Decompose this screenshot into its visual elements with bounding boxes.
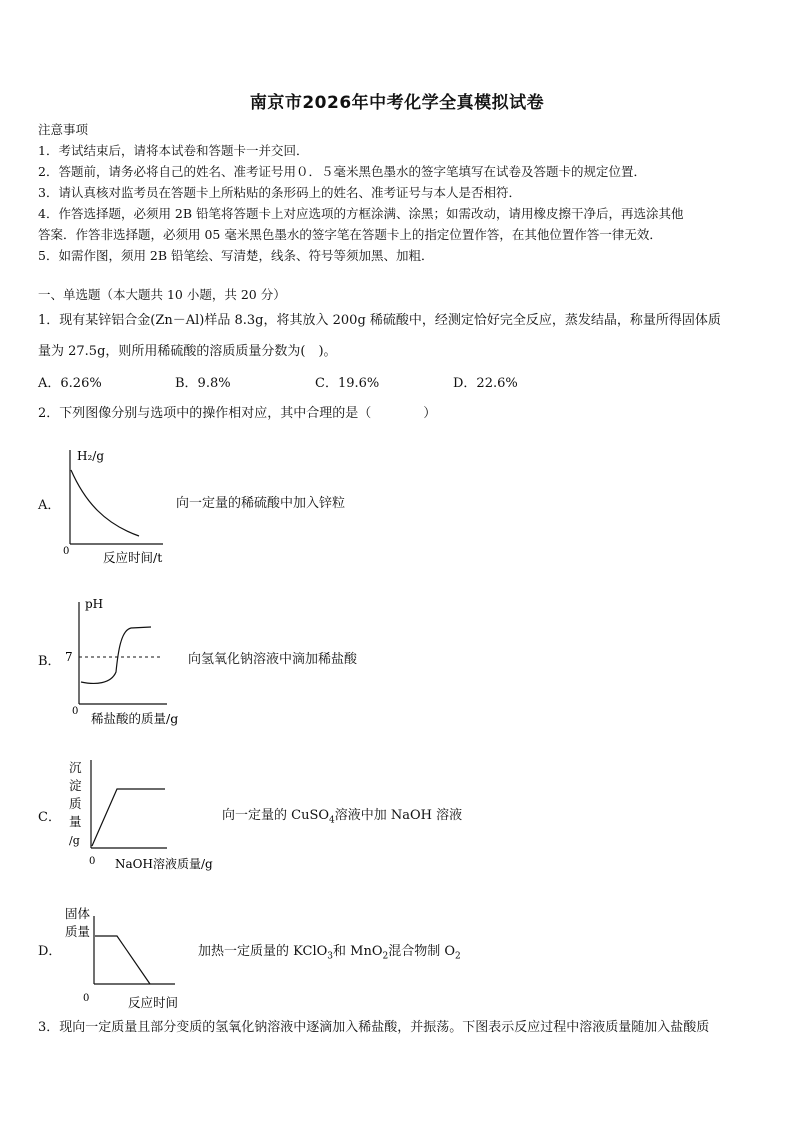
notice-item: 3．请认真核对监考员在答题卡上所粘贴的条形码上的姓名、准考证号与本人是否相符． <box>38 185 521 200</box>
notice-item: 5．如需作图，须用 2B 铅笔绘、写清楚，线条、符号等须加黑、加粗． <box>38 248 434 263</box>
option-a-description: 向一定量的稀硫酸中加入锌粒 <box>176 496 346 511</box>
q2-option-a <box>0 440 794 570</box>
y-axis-label: H₂/g <box>77 449 104 463</box>
question-1-options <box>38 372 598 392</box>
origin-label: 0 <box>63 546 70 557</box>
notice-heading: 注意事项 <box>38 122 89 137</box>
ref-line-label: 7 <box>65 650 73 664</box>
option-letter: A． <box>38 498 61 513</box>
y-axis-label-char: 淀 <box>69 778 82 793</box>
y-axis-label-unit: /g <box>69 834 80 847</box>
option-d[interactable]: D．22.6% <box>453 376 518 391</box>
page-title: 南京市2026年中考化学全真模拟试卷 <box>249 93 545 113</box>
q2-option-d <box>0 900 794 1015</box>
y-axis-label-char: 质 <box>69 796 82 811</box>
origin-label: 0 <box>89 856 96 867</box>
x-axis-label: 稀盐酸的质量/g <box>91 711 179 726</box>
origin-label: 0 <box>83 993 90 1004</box>
notice-item: 4．作答选择题，必须用 2B 铅笔将答题卡上对应选项的方框涂满、涂黑；如需改动，请用橡皮擦干净后，再选涂其他 <box>38 206 684 221</box>
notice-item: 2．答题前，请务必将自己的姓名、准考证号用０．５毫米黑色墨水的签字笔填写在试卷及答题卡的规定位置． <box>38 164 646 179</box>
option-b-description: 向氢氧化钠溶液中滴加稀盐酸 <box>188 652 358 667</box>
question-1-stem-line-1: 1．现有某锌铝合金(Zn－Al)样品 8.3g，将其放入 200g 稀硫酸中，经测定恰好完全反应，蒸发结晶，称量所得固体质 <box>38 313 721 328</box>
curve-flat-then-fall <box>95 936 150 984</box>
y-axis-label: pH <box>85 597 104 611</box>
x-axis-label: 反应时间/t <box>103 550 163 565</box>
q2-option-c <box>0 752 794 877</box>
curve-s-rising <box>81 627 151 683</box>
y-axis-label-line: 质量 <box>65 924 91 939</box>
option-letter: C． <box>38 810 61 825</box>
x-axis-label: 反应时间 <box>128 995 179 1010</box>
y-axis-label-char: 沉 <box>69 760 82 775</box>
option-letter: B． <box>38 654 61 669</box>
option-letter: D． <box>38 944 62 959</box>
option-b[interactable]: B．9.8% <box>175 376 231 391</box>
option-c-description: 向一定量的 CuSO$_4$溶液中加 NaOH 溶液 <box>222 808 463 826</box>
x-axis-label: NaOH溶液质量/g <box>115 857 213 871</box>
q2-option-b <box>0 592 794 732</box>
notice-item: 1．考试结束后，请将本试卷和答题卡一并交回． <box>38 143 309 158</box>
question-1-stem-line-2: 量为 27.5g，则所用稀硫酸的溶质质量分数为( )。 <box>38 344 337 359</box>
question-3-stem: 3．现向一定质量且部分变质的氢氧化钠溶液中逐滴加入稀盐酸，并振荡。下图表示反应过程中溶液质量随加入盐酸质 <box>38 1020 710 1035</box>
option-a[interactable]: A．6.26% <box>38 376 102 391</box>
option-c[interactable]: C．19.6% <box>315 376 380 391</box>
origin-label: 0 <box>72 706 79 717</box>
section-heading: 一、单选题（本大题共 10 小题，共 20 分） <box>38 287 286 302</box>
option-d-description: 加热一定质量的 KClO$_3$和 MnO$_2$混合物制 $O_2$ <box>198 944 461 962</box>
y-axis-label-char: 量 <box>69 814 82 829</box>
curve-rise-then-flat <box>92 789 165 846</box>
curve-decreasing <box>71 470 139 536</box>
y-axis-label-line: 固体 <box>65 906 91 921</box>
notice-item: 答案．作答非选择题，必须用 05 毫米黑色墨水的签字笔在答题卡上的指定位置作答，在其他位置作答一律无效． <box>38 227 662 242</box>
question-2-stem: 2．下列图像分别与选项中的操作相对应，其中合理的是（ ） <box>38 406 437 421</box>
